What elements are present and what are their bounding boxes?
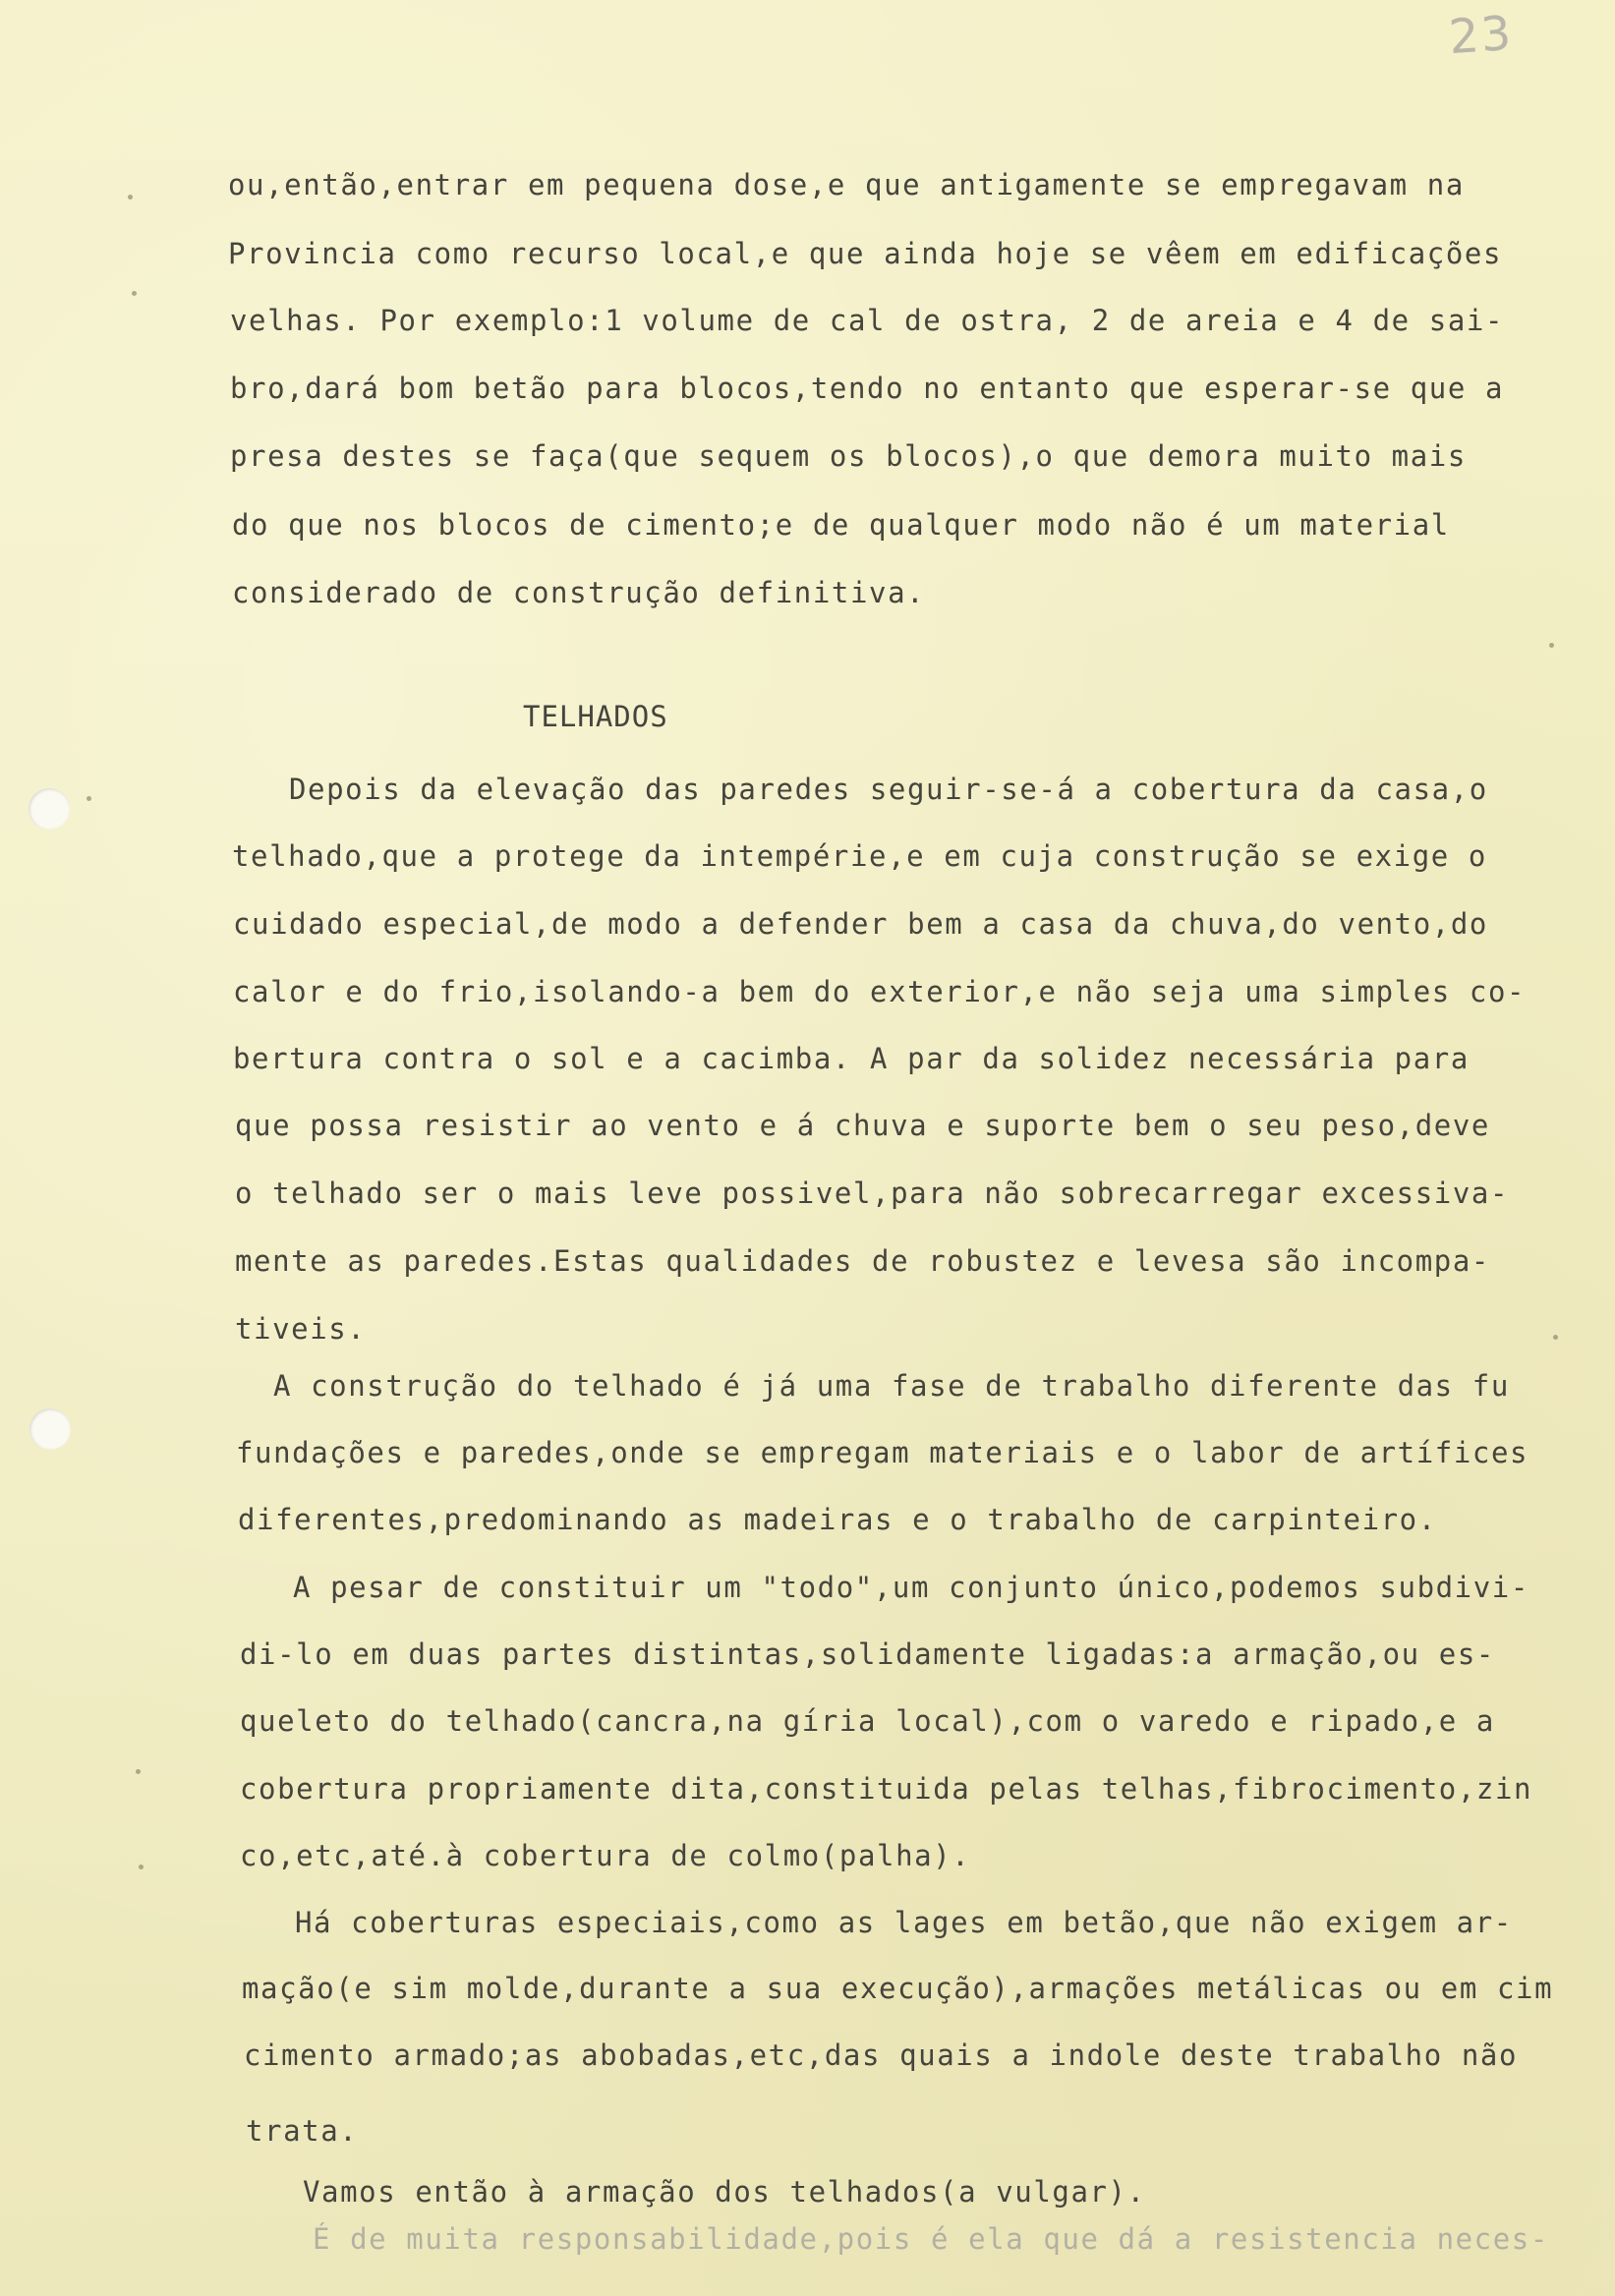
text-line: do que nos blocos de cimento;e de qualquer modo não é um material: [232, 508, 1450, 542]
text-line: cobertura propriamente dita,constituida pelas telhas,fibrocimento,zin: [240, 1772, 1533, 1806]
text-line: Vamos então à armação dos telhados(a vulgar).: [303, 2175, 1146, 2209]
text-line: mação(e sim molde,durante a sua execução),armações metálicas ou em cim: [242, 1972, 1554, 2005]
text-line: diferentes,predominando as madeiras e o trabalho de carpinteiro.: [238, 1503, 1437, 1536]
text-line: Provincia como recurso local,e que ainda hoje se vêem em edificações: [228, 237, 1503, 270]
text-line: cuidado especial,de modo a defender bem a casa da chuva,do vento,do: [233, 907, 1488, 941]
text-line: A pesar de constituir um "todo",um conjunto único,podemos subdivi-: [293, 1571, 1529, 1604]
text-line: queleto do telhado(cancra,na gíria local),com o varedo e ripado,e a: [240, 1704, 1495, 1738]
ink-speck: [87, 796, 91, 801]
ink-speck: [1553, 1335, 1558, 1340]
text-line: co,etc,até.à cobertura de colmo(palha).: [240, 1839, 971, 1872]
text-line: velhas. Por exemplo:1 volume de cal de ostra, 2 de areia e 4 de sai-: [230, 304, 1505, 337]
text-line: fundações e paredes,onde se empregam materiais e o labor de artífices: [236, 1436, 1529, 1469]
text-line: mente as paredes.Estas qualidades de robustez e levesa são incompa-: [235, 1244, 1490, 1278]
ink-speck: [1549, 643, 1554, 648]
text-line: presa destes se faça(que sequem os blocos),o que demora muito mais: [230, 439, 1467, 473]
text-line: tiveis.: [235, 1312, 367, 1346]
text-line: telhado,que a protege da intempérie,e em cuja construção se exige o: [232, 839, 1487, 873]
text-line: considerado de construção definitiva.: [232, 576, 926, 609]
text-line: Há coberturas especiais,como as lages em betão,que não exigem ar-: [295, 1906, 1513, 1939]
ink-speck: [128, 195, 133, 200]
page-number: 23: [1447, 5, 1515, 66]
text-line-faded: É de muita responsabilidade,pois é ela que dá a resistencia neces-: [313, 2222, 1549, 2256]
text-line: cimento armado;as abobadas,etc,das quais a indole deste trabalho não: [244, 2038, 1519, 2072]
text-line: Depois da elevação das paredes seguir-se-á a cobertura da casa,o: [289, 773, 1488, 806]
ink-speck: [136, 1769, 141, 1774]
ink-speck: [139, 1865, 144, 1869]
text-line: di-lo em duas partes distintas,solidamente ligadas:a armação,ou es-: [240, 1637, 1495, 1671]
text-line: o telhado ser o mais leve possivel,para não sobrecarregar excessiva-: [235, 1177, 1510, 1210]
text-line: A construção do telhado é já uma fase de trabalho diferente das fu: [273, 1369, 1510, 1403]
text-line: trata.: [246, 2114, 359, 2148]
text-line: calor e do frio,isolando-a bem do exterior,e não seja uma simples co-: [233, 975, 1527, 1008]
text-line: bertura contra o sol e a cacimba. A par da solidez necessária para: [233, 1042, 1470, 1075]
ink-speck: [132, 291, 137, 296]
text-line: que possa resistir ao vento e á chuva e suporte bem o seu peso,deve: [235, 1109, 1490, 1142]
section-heading: TELHADOS: [523, 700, 668, 733]
text-line: bro,dará bom betão para blocos,tendo no entanto que esperar-se que a: [230, 372, 1505, 405]
text-line: ou,então,entrar em pequena dose,e que antigamente se empregavam na: [228, 168, 1465, 201]
punch-hole-top: [29, 788, 70, 830]
punch-hole-bottom: [29, 1408, 71, 1450]
